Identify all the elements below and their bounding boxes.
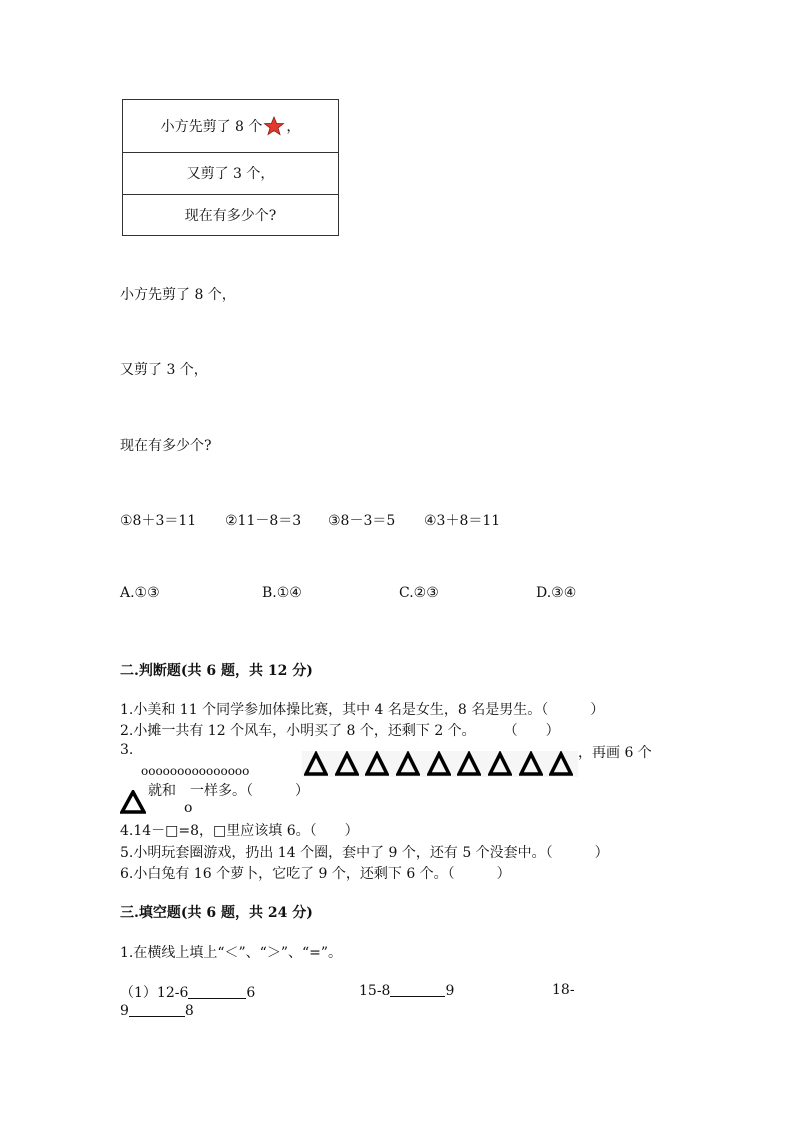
table-row-2 [123,152,338,195]
fill-row-a [120,982,255,1002]
equation-2: ②11－8＝3 [225,513,302,529]
question-table [122,99,339,236]
triangle-icon [519,751,543,781]
fill-row-b [359,982,454,999]
option-b[interactable]: B.①④ [262,585,302,601]
fill-row-c-prefix: 18- [552,982,575,998]
star-icon [263,116,285,136]
triangle-icon [488,751,512,781]
answer-blank[interactable] [129,1002,185,1017]
table-row-1 [123,100,338,153]
triangle-icon [365,751,389,781]
judge-item-3-end-dot: o [184,800,193,816]
judge-item-4: 4.14－□=8，□里应该填 6。（ ） [120,823,359,839]
fill-row-d-prefix: 9 [120,1003,129,1019]
judge-item-6: 6.小白兔有 16 个萝卜，它吃了 9 个，还剩下 6 个。（ ） [120,866,511,882]
question-line-3: 现在有多少个? [120,438,212,454]
option-d[interactable]: D.③④ [536,585,577,601]
triangle-icon [304,751,328,781]
fill-row-b-prefix: 15-8 [359,983,391,999]
equation-4: ④3＋8＝11 [424,513,501,529]
triangle-single-icon [120,790,146,818]
table-row-3-text: 现在有多少个? [184,208,277,224]
triangle-icon [335,751,359,781]
fill-row-a-after: 6 [246,985,256,1001]
table-row-1-text: 小方先剪了 8 个 [160,119,263,135]
judge-item-3-line2: 就和 一样多。（ ） [148,783,309,799]
section-2-heading: 二.判断题(共 6 题，共 12 分) [120,663,313,679]
judge-item-3-number: 3. [120,742,134,758]
triangle-icon [427,751,451,781]
fill-row-d [120,1002,194,1019]
judge-item-2: 2.小摊一共有 12 个风车，小明买了 8 个，还剩下 2 个。 （ ） [120,723,560,739]
fill-row-b-after: 9 [445,983,455,999]
option-a[interactable]: A.①③ [120,585,160,601]
section-3-heading: 三.填空题(共 6 题，共 24 分) [120,905,313,921]
equation-3: ③8－3＝5 [328,513,396,529]
answer-blank[interactable] [188,984,246,999]
triangle-icon [457,751,481,781]
fill-row-a-prefix: （1）12-6 [120,985,189,1001]
fill-item-1: 1.在横线上填上“＜”、“＞”、“=”。 [120,945,343,961]
table-row-2-text: 又剪了 3 个， [186,166,275,182]
triangle-row [302,751,578,777]
table-row-1-suffix: ， [286,119,301,135]
judge-item-5: 5.小明玩套圈游戏，扔出 14 个圈，套中了 9 个，还有 5 个没套中。（ ） [120,845,609,861]
question-line-1: 小方先剪了 8 个， [120,287,236,303]
circle-row: ooooooooooooooo [141,764,250,778]
judge-item-1: 1.小美和 11 个同学参加体操比赛，其中 4 名是女生，8 名是男生。（ ） [120,702,605,718]
equation-1: ①8＋3＝11 [120,513,197,529]
fill-row-d-after: 8 [184,1003,194,1019]
answer-blank[interactable] [390,982,445,997]
triangle-icon [549,751,573,781]
option-c[interactable]: C.②③ [399,585,439,601]
judge-item-3-tail: ，再画 6 个 [578,745,652,761]
question-line-2: 又剪了 3 个， [120,362,208,378]
triangle-icon [396,751,420,781]
table-row-3 [123,194,338,236]
